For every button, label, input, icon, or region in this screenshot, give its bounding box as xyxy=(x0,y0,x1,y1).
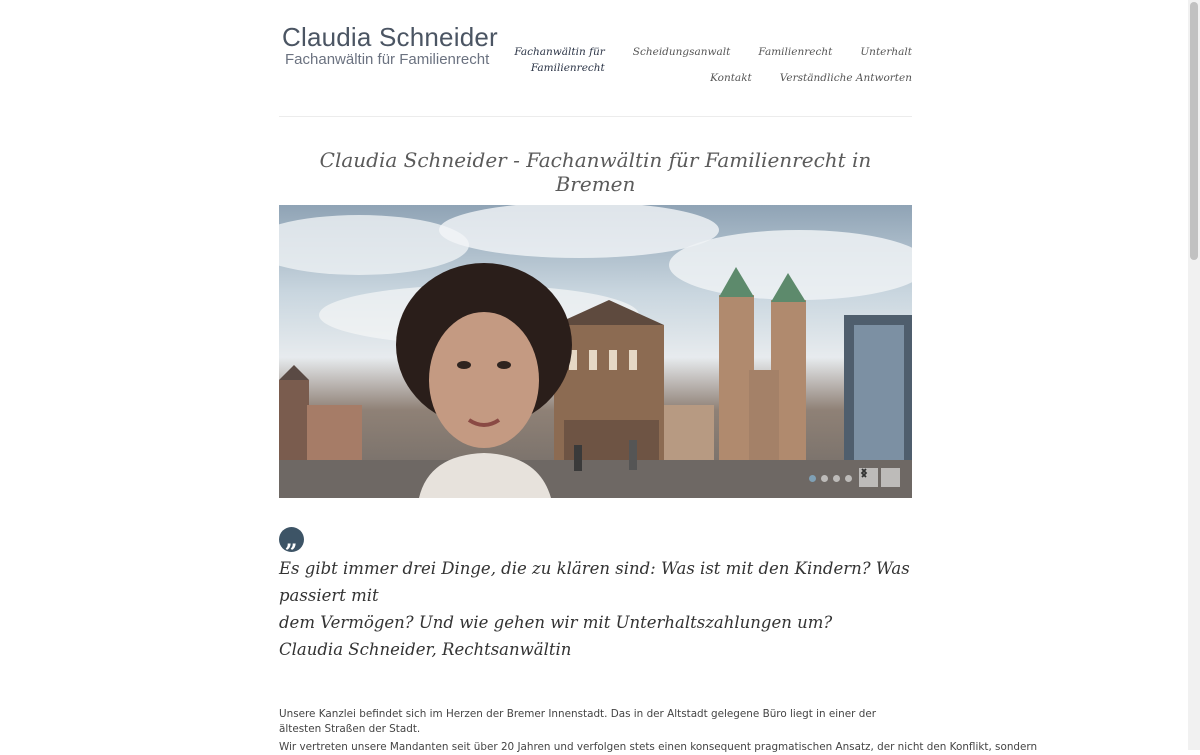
header-divider xyxy=(279,116,912,117)
body-paragraph-1: Unsere Kanzlei befindet sich im Herzen der Bremer Innenstadt. Das in der Altstadt gelegene Büro liegt in einer der ältesten Straßen der Stadt. xyxy=(279,708,876,735)
quote-line-1: Es gibt immer drei Dinge, die zu klären sind: Was ist mit den Kindern? Was passiert mit xyxy=(279,559,910,605)
main-nav xyxy=(492,44,912,96)
slider-dot-2[interactable] xyxy=(821,475,828,482)
logo-subtitle: Fachanwältin für Familienrecht xyxy=(285,51,490,68)
slider-arrows xyxy=(859,468,900,487)
site-logo[interactable] xyxy=(282,22,498,68)
nav-row-1 xyxy=(492,44,912,74)
nav-item-unterhalt[interactable]: Unterhalt xyxy=(860,46,912,58)
nav-item-familienrecht[interactable]: Familienrecht xyxy=(758,46,833,58)
slider-next-button[interactable] xyxy=(881,468,900,487)
slider-dot-1[interactable] xyxy=(809,475,816,482)
slider-dots xyxy=(809,475,852,482)
testimonial-quote xyxy=(279,555,912,663)
slider-dot-4[interactable] xyxy=(845,475,852,482)
nav-item-verstaendliche-antworten[interactable]: Verständliche Antworten xyxy=(779,72,912,84)
page-title: Claudia Schneider - Fachanwältin für Familienrecht in Bremen xyxy=(319,148,872,196)
page-scrollbar[interactable] xyxy=(1188,0,1200,750)
nav-item-scheidungsanwalt[interactable]: Scheidungsanwalt xyxy=(632,46,731,58)
chevron-right-icon xyxy=(859,468,869,478)
scrollbar-thumb[interactable] xyxy=(1190,2,1198,260)
slider-image xyxy=(279,205,912,498)
quote-mark-icon: „ xyxy=(279,527,304,552)
logo-title: Claudia Schneider xyxy=(282,22,498,52)
nav-item-fachanwaeltin[interactable]: Fachanwältin für Familienrecht xyxy=(514,46,605,74)
nav-item-kontakt[interactable]: Kontakt xyxy=(710,72,752,84)
hero-slider[interactable] xyxy=(279,205,912,498)
slider-dot-3[interactable] xyxy=(833,475,840,482)
body-paragraph-2: Wir vertreten unsere Mandanten seit über 20 Jahren und verfolgen stets einen konsequent pragmatischen Ansatz, der nicht den Konflikt, sondern xyxy=(279,741,1038,753)
quote-author: Claudia Schneider, Rechtsanwältin xyxy=(279,640,572,659)
quote-line-2: dem Vermögen? Und wie gehen wir mit Unterhaltszahlungen um? xyxy=(279,613,833,632)
